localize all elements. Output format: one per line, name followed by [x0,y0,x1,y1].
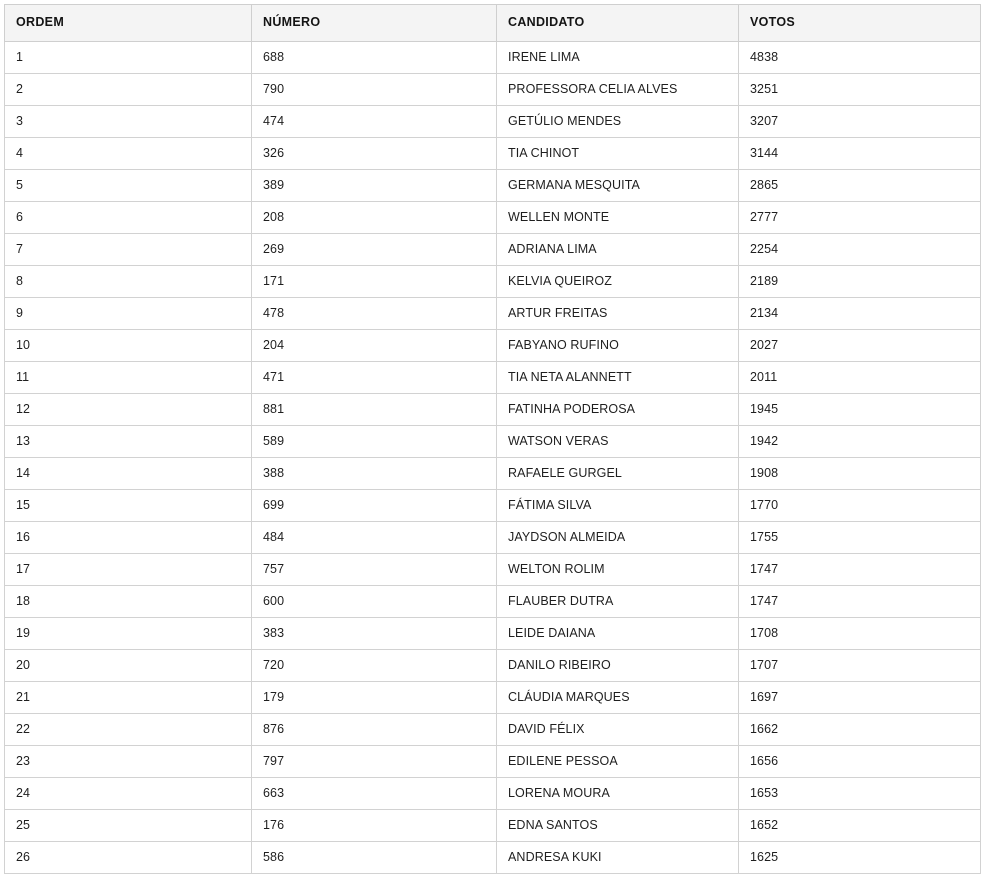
cell-votos: 2189 [739,266,981,298]
cell-votos: 1697 [739,682,981,714]
table-header [5,5,981,42]
table-row [5,362,981,394]
cell-ordem: 1 [5,42,252,74]
cell-candidato: EDILENE PESSOA [497,746,739,778]
table-row [5,298,981,330]
table-row [5,234,981,266]
table-row [5,202,981,234]
cell-candidato: PROFESSORA CELIA ALVES [497,74,739,106]
table-row [5,842,981,874]
cell-candidato: FLAUBER DUTRA [497,586,739,618]
cell-ordem: 11 [5,362,252,394]
cell-candidato: IRENE LIMA [497,42,739,74]
cell-candidato: JAYDSON ALMEIDA [497,522,739,554]
table-row [5,266,981,298]
cell-votos: 2254 [739,234,981,266]
cell-numero: 176 [252,810,497,842]
cell-candidato: WATSON VERAS [497,426,739,458]
table-header-row [5,5,981,42]
cell-votos: 1708 [739,618,981,650]
cell-votos: 1625 [739,842,981,874]
cell-ordem: 23 [5,746,252,778]
cell-votos: 1908 [739,458,981,490]
table-row [5,682,981,714]
cell-numero: 699 [252,490,497,522]
cell-ordem: 7 [5,234,252,266]
cell-candidato: ARTUR FREITAS [497,298,739,330]
cell-votos: 1662 [739,714,981,746]
cell-numero: 326 [252,138,497,170]
cell-votos: 1747 [739,554,981,586]
cell-numero: 474 [252,106,497,138]
cell-ordem: 16 [5,522,252,554]
cell-candidato: TIA NETA ALANNETT [497,362,739,394]
table-body [5,42,981,874]
cell-votos: 1747 [739,586,981,618]
cell-candidato: LORENA MOURA [497,778,739,810]
cell-numero: 269 [252,234,497,266]
cell-votos: 1770 [739,490,981,522]
cell-numero: 757 [252,554,497,586]
cell-numero: 389 [252,170,497,202]
cell-ordem: 3 [5,106,252,138]
cell-ordem: 13 [5,426,252,458]
table-row [5,746,981,778]
cell-numero: 589 [252,426,497,458]
column-header-ordem: ORDEM [5,5,252,42]
cell-numero: 663 [252,778,497,810]
cell-numero: 600 [252,586,497,618]
cell-numero: 383 [252,618,497,650]
cell-ordem: 4 [5,138,252,170]
cell-candidato: GERMANA MESQUITA [497,170,739,202]
cell-candidato: FABYANO RUFINO [497,330,739,362]
cell-candidato: DANILO RIBEIRO [497,650,739,682]
cell-numero: 471 [252,362,497,394]
cell-ordem: 24 [5,778,252,810]
cell-ordem: 19 [5,618,252,650]
cell-numero: 881 [252,394,497,426]
cell-ordem: 17 [5,554,252,586]
cell-ordem: 5 [5,170,252,202]
cell-votos: 1942 [739,426,981,458]
cell-votos: 2865 [739,170,981,202]
table-row [5,490,981,522]
cell-numero: 171 [252,266,497,298]
column-header-numero: NÚMERO [252,5,497,42]
cell-ordem: 26 [5,842,252,874]
cell-numero: 208 [252,202,497,234]
cell-candidato: GETÚLIO MENDES [497,106,739,138]
cell-candidato: ANDRESA KUKI [497,842,739,874]
cell-ordem: 12 [5,394,252,426]
cell-votos: 4838 [739,42,981,74]
table-row [5,458,981,490]
table-row [5,106,981,138]
cell-candidato: RAFAELE GURGEL [497,458,739,490]
table-row [5,586,981,618]
cell-candidato: ADRIANA LIMA [497,234,739,266]
table-row [5,618,981,650]
table-row [5,426,981,458]
cell-ordem: 25 [5,810,252,842]
cell-candidato: CLÁUDIA MARQUES [497,682,739,714]
cell-votos: 2134 [739,298,981,330]
cell-ordem: 15 [5,490,252,522]
cell-numero: 388 [252,458,497,490]
table-row [5,170,981,202]
cell-votos: 1653 [739,778,981,810]
cell-candidato: FÁTIMA SILVA [497,490,739,522]
cell-candidato: FATINHA PODEROSA [497,394,739,426]
cell-votos: 3144 [739,138,981,170]
cell-candidato: WELLEN MONTE [497,202,739,234]
cell-votos: 1707 [739,650,981,682]
table-row [5,394,981,426]
cell-ordem: 22 [5,714,252,746]
table-row [5,522,981,554]
cell-ordem: 20 [5,650,252,682]
cell-numero: 720 [252,650,497,682]
table-row [5,42,981,74]
cell-ordem: 8 [5,266,252,298]
cell-candidato: EDNA SANTOS [497,810,739,842]
cell-votos: 3207 [739,106,981,138]
cell-votos: 1945 [739,394,981,426]
cell-numero: 478 [252,298,497,330]
column-header-candidato: CANDIDATO [497,5,739,42]
column-header-votos: VOTOS [739,5,981,42]
table-row [5,330,981,362]
cell-candidato: WELTON ROLIM [497,554,739,586]
cell-numero: 586 [252,842,497,874]
cell-votos: 1656 [739,746,981,778]
cell-candidato: TIA CHINOT [497,138,739,170]
cell-ordem: 21 [5,682,252,714]
cell-numero: 876 [252,714,497,746]
table-row [5,74,981,106]
cell-candidato: KELVIA QUEIROZ [497,266,739,298]
cell-numero: 484 [252,522,497,554]
cell-votos: 2027 [739,330,981,362]
cell-ordem: 10 [5,330,252,362]
cell-numero: 204 [252,330,497,362]
table-row [5,650,981,682]
cell-ordem: 18 [5,586,252,618]
cell-numero: 179 [252,682,497,714]
table-row [5,778,981,810]
cell-numero: 688 [252,42,497,74]
cell-ordem: 6 [5,202,252,234]
election-results-table [4,4,981,874]
cell-numero: 797 [252,746,497,778]
cell-votos: 2777 [739,202,981,234]
cell-candidato: LEIDE DAIANA [497,618,739,650]
cell-ordem: 2 [5,74,252,106]
table-row [5,554,981,586]
cell-votos: 2011 [739,362,981,394]
cell-votos: 1652 [739,810,981,842]
cell-candidato: DAVID FÉLIX [497,714,739,746]
table-row [5,138,981,170]
cell-ordem: 9 [5,298,252,330]
cell-votos: 1755 [739,522,981,554]
table-row [5,714,981,746]
table-row [5,810,981,842]
cell-votos: 3251 [739,74,981,106]
cell-numero: 790 [252,74,497,106]
cell-ordem: 14 [5,458,252,490]
